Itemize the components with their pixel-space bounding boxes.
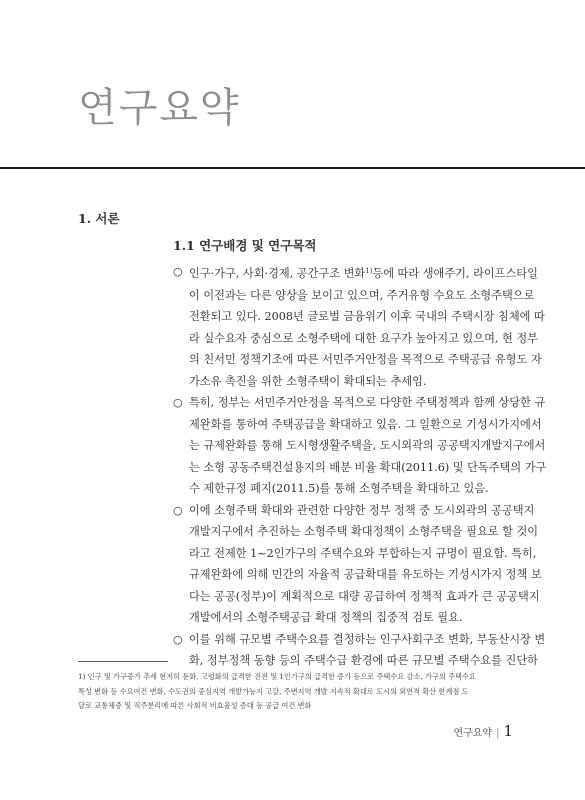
section-heading: 1. 서론 <box>78 211 120 226</box>
footer-separator: | <box>496 728 500 739</box>
footnote-divider <box>78 661 168 662</box>
text-line: 개발지구에서 추진하는 소형주택 확대정책이 소형주택을 필요로 할 것이 <box>189 525 539 538</box>
text-line: 인구·가구, 사회·경제, 공간구조 변화$^{1)}$등에 따라 생애주기, 라이프스타일 <box>189 267 538 280</box>
bullet-marker: ○ <box>173 503 183 517</box>
text-line: 화, 정부정책 동향 등의 주택수급 환경에 따른 규모별 주택수요를 진단하 <box>189 654 538 667</box>
bullet-item <box>173 500 542 629</box>
bullet-item <box>173 629 546 672</box>
text-line: 이 이전과는 다른 양상을 보이고 있으며, 주거유형 수요도 소형주택으로 <box>189 288 535 302</box>
footnote-reference[interactable]: 1) <box>365 267 373 275</box>
bullet-paragraph <box>189 500 542 629</box>
text-line: 라고 전제한 1~2인가구의 주택수요와 부합하는지 규명이 필요함. 특히, <box>189 546 537 560</box>
footnote-line: 1) 인구 및 가구증가 추세 현저히 둔화, 고령화의 급격한 진전 및 1인가구의 급격한 증가 등으로 주택수요 감소, 가구의 주택수요 <box>78 672 476 681</box>
text-line: 이에 소형주택 확대와 관련한 다양한 정부 정책 중 도시외곽의 공공택지 <box>189 503 535 517</box>
chapter-title: 연구요약 <box>78 85 241 131</box>
text-line: 제완화를 통하여 주택공급을 확대하고 있음. 그 일환으로 기성시가지에서 <box>189 417 542 431</box>
bullet-paragraph <box>189 629 546 672</box>
text-line: 특히, 정부는 서민주거안정을 목적으로 다양한 주택정책과 함께 상당한 규 <box>189 396 546 409</box>
footer-label: 연구요약 <box>453 728 493 739</box>
bullet-paragraph <box>189 261 545 392</box>
bullet-item <box>173 261 545 392</box>
text-line: 는 규제완화를 통해 도시형생활주택을, 도시외곽의 공공택지개발지구에서 <box>189 439 546 452</box>
page-footer <box>453 722 513 740</box>
text-line: 개발에서의 소형주택공급 확대 정책의 집중적 검토 필요. <box>189 611 463 624</box>
text-line: 이를 위해 규모별 주택수요를 결정하는 인구사회구조 변화, 부동산시장 변 <box>189 632 546 646</box>
text-line: 수 제한규정 폐지(2011.5)를 통해 소형주택을 확대하고 있음. <box>189 482 489 495</box>
footnote-line: 특성 변화 등 수요여건 변화, 수도권의 중심지역 개발가능지 고갈, 주변지역 개발 지속적 확대로 도시의 외연적 확산 한계점 도 <box>78 686 469 696</box>
bullet-list <box>173 261 547 672</box>
bullet-item <box>173 392 547 500</box>
text-line: 가소유 촉진을 위한 소형주택이 확대되는 추세임. <box>189 374 427 388</box>
title-divider <box>0 167 585 169</box>
footnote-line: 달로 교통체증 및 직주분리에 따른 사회적 비효율성 증대 등 공급 여건 변화 <box>78 701 312 710</box>
text-line: 규제완화에 의해 민간의 자율적 공급확대를 유도하는 기성시가지 정책 보 <box>189 568 542 581</box>
page-number: 1 <box>503 722 513 740</box>
text-line: 라 실수요자 중심으로 소형주택에 대한 요구가 높아지고 있으며, 현 정부 <box>189 331 538 345</box>
text-line: 는 소형 공동주택건설용지의 배분 비율 확대(2011.6) 및 단독주택의 가구 <box>189 460 547 474</box>
bullet-marker: ○ <box>173 396 183 409</box>
bullet-marker: ○ <box>173 265 183 278</box>
footnote <box>78 670 518 714</box>
subsection-heading: 1.1 연구배경 및 연구목적 <box>173 238 317 253</box>
text-line: 다는 공공(정부)이 계획적으로 대량 공급하여 정책적 효과가 큰 공공택지 <box>189 589 540 603</box>
text-line: 의 친서민 정책기조에 따른 서민주거안정을 목적으로 주택공급 유형도 자 <box>189 353 542 366</box>
text-line: 전환되고 있다. 2008년 글로벌 금융위기 이후 국내의 주택시장 침체에 따 <box>189 310 545 323</box>
bullet-marker: ○ <box>173 632 183 646</box>
bullet-paragraph <box>189 392 547 500</box>
